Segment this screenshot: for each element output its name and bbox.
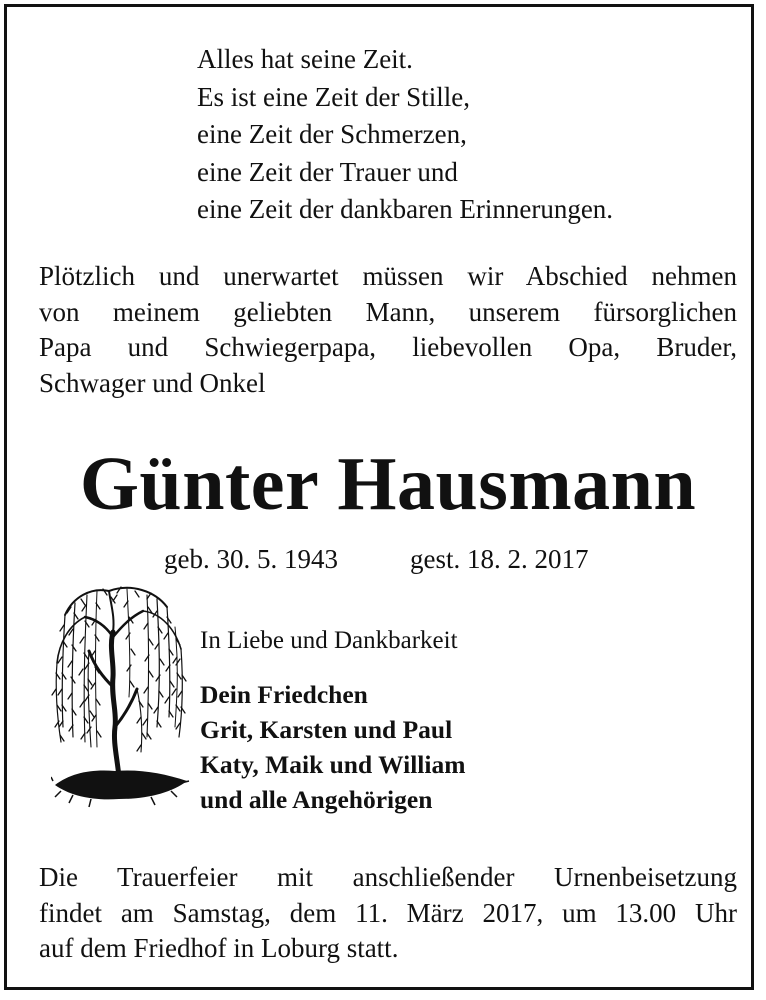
announcement-line: Plötzlich und unerwartet müssen wir Abschied nehmen	[39, 261, 737, 291]
mourner-line: Katy, Maik und William	[200, 750, 466, 779]
announcement-text	[39, 259, 737, 401]
announcement-line: Papa und Schwiegerpapa, liebevollen Opa, Bruder,	[39, 332, 737, 362]
poem-line: Es ist eine Zeit der Stille,	[197, 81, 470, 112]
death-date: gest. 18. 2. 2017	[410, 544, 589, 574]
funeral-line: auf dem Friedhof in Loburg statt.	[39, 933, 399, 963]
deceased-name: Günter Hausmann	[79, 442, 697, 526]
announcement-line: von meinem geliebten Mann, unserem fürsorglichen	[39, 296, 737, 327]
poem-line: eine Zeit der dankbaren Erinnerungen.	[197, 194, 614, 224]
weeping-willow-icon	[51, 577, 191, 809]
poem	[197, 41, 613, 229]
mourning-phrase: In Liebe und Dankbarkeit	[200, 627, 458, 654]
mourners-list	[200, 677, 465, 817]
mourner-line: und alle Angehörigen	[200, 785, 433, 814]
obituary-notice	[4, 4, 754, 990]
poem-line: Alles hat seine Zeit.	[197, 44, 413, 74]
poem-line: eine Zeit der Trauer und	[197, 156, 458, 187]
funeral-line: findet am Samstag, dem 11. März 2017, um 13.00 Uhr	[39, 897, 737, 928]
poem-line: eine Zeit der Schmerzen,	[197, 119, 467, 149]
mourner-line: Dein Friedchen	[200, 680, 368, 709]
birth-date: geb. 30. 5. 1943	[164, 544, 338, 574]
mourner-line: Grit, Karsten und Paul	[200, 715, 453, 744]
funeral-info	[39, 860, 737, 967]
announcement-line: Schwager und Onkel	[39, 367, 266, 398]
funeral-line: Die Trauerfeier mit anschließender Urnenbeisetzung	[39, 862, 737, 892]
